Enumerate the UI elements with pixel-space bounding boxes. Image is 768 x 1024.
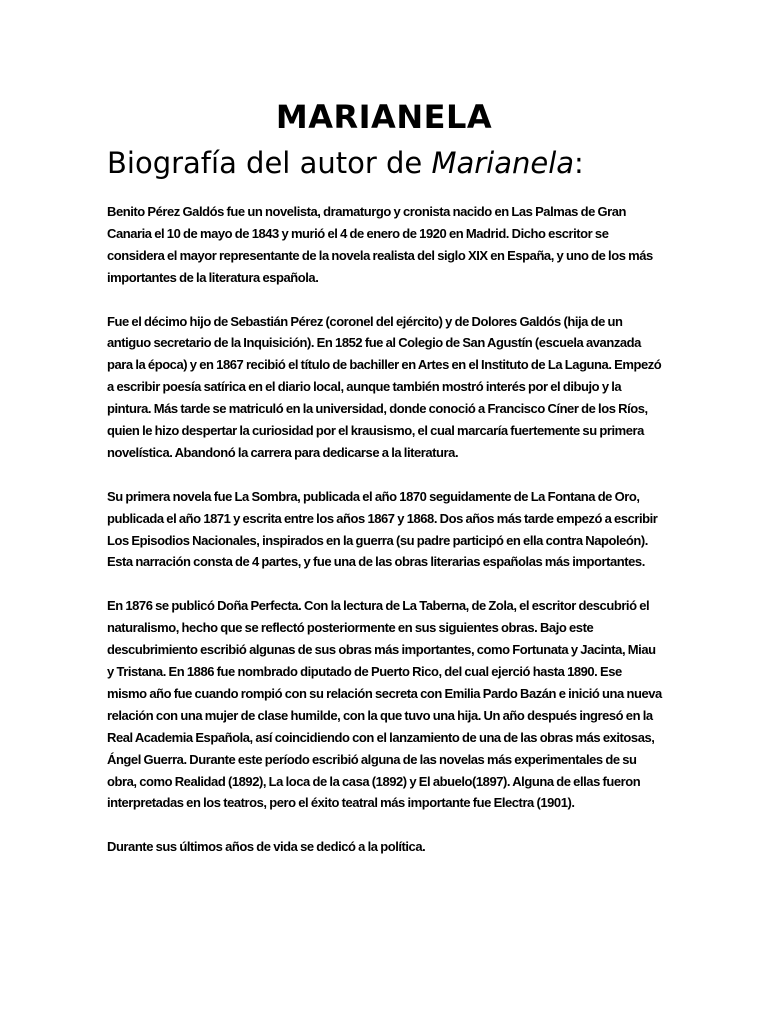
document-body	[107, 201, 662, 880]
paragraph-last-years: Durante sus últimos años de vida se dedicó a la política.	[107, 839, 426, 855]
paragraph-birth: Benito Pérez Galdós fue un novelista, dramaturgo y cronista nacido en Las Palmas de Gran Canaria el 10 de mayo de 1843 y murió el 4 de enero de 1920 en Madrid. Dicho escritor se considera el mayor representante de la novela realista del siglo XIX en España, y uno de los más importantes de la literatura española.	[107, 204, 653, 285]
section-heading	[107, 144, 707, 182]
section-heading-book-title: Marianela	[431, 146, 575, 180]
paragraph-early-life: Fue el décimo hijo de Sebastián Pérez (coronel del ejército) y de Dolores Galdós (hija de un antiguo secretario de la Inquisición). En 1852 fue al Colegio de San Agustín (escuela avanzada para la época) y en 1867 recibió el título de bachiller en Artes en el Instituto de La Laguna. Empezó a escribir poesía satírica en el diario local, aunque también mostró interés por el dibujo y la pintura. Más tarde se matriculó en la universidad, donde conoció a Francisco Cíner de los Ríos, quien le hizo despertar la curiosidad por el krausismo, el cual marcaría fuertemente su primera novelística. Abandonó la carrera para dedicarse a la literatura.	[107, 313, 662, 460]
paragraph-first-novels: Su primera novela fue La Sombra, publicada el año 1870 seguidamente de La Fontana de Oro, publicada el año 1871 y escrita entre los años 1867 y 1868. Dos años más tarde empezó a escribir Los Episodios Nacionales, inspirados en la guerra (su padre participó en ella contra Napoleón). Esta narración consta de 4 partes, y fue una de las obras literarias españolas más importantes.	[107, 488, 658, 570]
section-heading-suffix: :	[574, 146, 584, 180]
paragraph-naturalism: En 1876 se publicó Doña Perfecta. Con la lectura de La Taberna, de Zola, el escritor descubrió el naturalismo, hecho que se reflectó posteriormente en sus siguientes obras. Bajo este descubrimiento escribió algunas de sus obras más importantes, como Fortunata y Jacinta, Miau y Tristana. En 1886 fue nombrado diputado de Puerto Rico, del cual ejerció hasta 1890. Ese mismo año fue cuando rompió con su relación secreta con Emilia Pardo Bazán e inició una nueva relación con una mujer de clase humilde, con la que tuvo una hija. Un año después ingresó en la Real Academia Española, así coincidiendo con el lanzamiento de una de las obras más exitosas, Ángel Guerra. Durante este período escribió alguna de las novelas más experimentales de su obra, como Realidad (1892), La loca de la casa (1892) y El abuelo(1897). Alguna de ellas fueron interpretadas en los teatros, pero el éxito teatral más importante fue Electra (1901).	[107, 598, 662, 811]
document-title: MARIANELA	[275, 98, 493, 136]
section-heading-prefix: Biografía del autor de	[107, 146, 432, 180]
